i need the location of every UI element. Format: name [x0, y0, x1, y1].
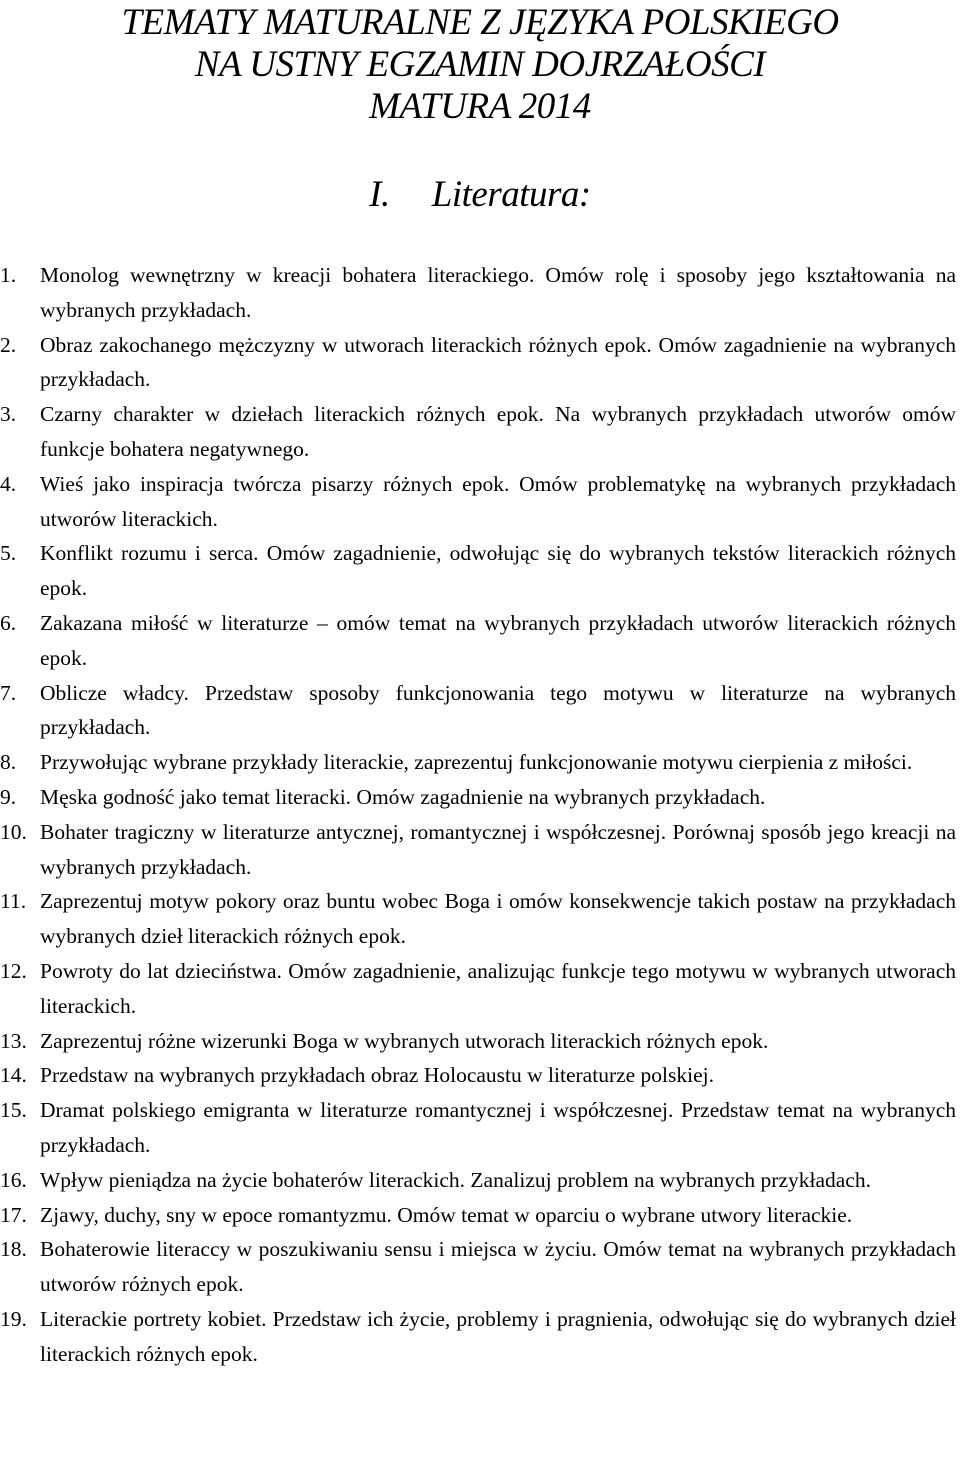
title-line: MATURA 2014 — [369, 86, 591, 127]
document-title — [0, 0, 960, 128]
topic-number: 12. — [0, 958, 27, 983]
topic-number: 18. — [0, 1237, 27, 1262]
topic-item — [0, 815, 960, 885]
topic-item — [0, 536, 960, 606]
topic-item — [0, 467, 960, 537]
topic-text: Czarny charakter w dziełach literackich różnych epok. Na wybranych przykładach utworów omów funkcje bohatera negatywnego. — [40, 402, 956, 461]
topic-number: 13. — [0, 1028, 27, 1053]
topic-item — [0, 676, 960, 746]
topic-item — [0, 884, 960, 954]
topic-item — [0, 954, 960, 1024]
topic-text: Monolog wewnętrzny w kreacji bohatera literackiego. Omów rolę i sposoby jego kształtowania na wybranych przykładach. — [40, 263, 956, 322]
topic-text: Dramat polskiego emigranta w literaturze romantycznej i współczesnej. Przedstaw temat na wybranych przykładach. — [40, 1098, 956, 1157]
topic-text: Zaprezentuj różne wizerunki Boga w wybranych utworach literackich różnych epok. — [40, 1028, 769, 1053]
topic-text: Zakazana miłość w literaturze – omów temat na wybranych przykładach utworów literackich różnych epok. — [40, 610, 956, 670]
topic-number: 4. — [0, 471, 17, 496]
topic-number: 8. — [0, 750, 17, 775]
topic-number: 9. — [0, 784, 17, 809]
topic-item — [0, 1058, 960, 1093]
topic-item — [0, 606, 960, 676]
topic-item — [0, 258, 960, 328]
topic-number: 16. — [0, 1167, 27, 1192]
topic-item — [0, 1302, 960, 1372]
topic-number: 11. — [0, 889, 27, 914]
topic-list — [0, 258, 960, 1372]
topic-number: 5. — [0, 541, 17, 566]
topic-item — [0, 397, 960, 467]
topic-number: 2. — [0, 332, 17, 357]
topic-item — [0, 1163, 960, 1198]
topic-text: Literackie portrety kobiet. Przedstaw ich życie, problemy i pragnienia, odwołując się do wybranych dzieł literackich różnych epok. — [40, 1306, 956, 1366]
topic-text: Powroty do lat dzieciństwa. Omów zagadnienie, analizując funkcje tego motywu w wybranych utworach literackich. — [40, 958, 956, 1018]
topic-item — [0, 1093, 960, 1163]
topic-text: Zaprezentuj motyw pokory oraz buntu wobec Boga i omów konsekwencje takich postaw na przykładach wybranych dzieł literackich różnych epok. — [40, 889, 956, 949]
section-title: Literatura: — [431, 174, 591, 215]
section-heading — [0, 174, 960, 216]
topic-text: Wieś jako inspiracja twórcza pisarzy różnych epok. Omów problematykę na wybranych przykładach utworów literackich. — [40, 471, 956, 531]
topic-number: 6. — [0, 610, 17, 635]
section-number: I. — [369, 174, 390, 215]
topic-item — [0, 328, 960, 398]
topic-number: 1. — [0, 263, 17, 287]
topic-number: 17. — [0, 1202, 27, 1227]
topic-number: 19. — [0, 1306, 27, 1331]
title-line: TEMATY MATURALNE Z JĘZYKA POLSKIEGO — [121, 2, 839, 43]
topic-text: Przedstaw na wybranych przykładach obraz Holocaustu w literaturze polskiej. — [40, 1063, 715, 1088]
topic-text: Oblicze władcy. Przedstaw sposoby funkcjonowania tego motywu w literaturze na wybranych przykładach. — [40, 680, 956, 740]
topic-text: Zjawy, duchy, sny w epoce romantyzmu. Omów temat w oparciu o wybrane utwory literackie. — [40, 1202, 853, 1227]
topic-number: 15. — [0, 1098, 27, 1123]
topic-text: Wpływ pieniądza na życie bohaterów literackich. Zanalizuj problem na wybranych przykładach. — [40, 1167, 871, 1192]
topic-text: Obraz zakochanego mężczyzny w utworach literackich różnych epok. Omów zagadnienie na wybranych przykładach. — [40, 332, 956, 392]
topic-item — [0, 1198, 960, 1233]
topic-text: Bohater tragiczny w literaturze antycznej, romantycznej i współczesnej. Porównaj sposób jego kreacji na wybranych przykładach. — [40, 819, 956, 879]
topic-item — [0, 745, 960, 780]
topic-number: 10. — [0, 819, 27, 844]
topic-text: Bohaterowie literaccy w poszukiwaniu sensu i miejsca w życiu. Omów temat na wybranych przykładach utworów różnych epok. — [40, 1237, 956, 1297]
topic-item — [0, 1232, 960, 1302]
topic-item — [0, 780, 960, 815]
title-line: NA USTNY EGZAMIN DOJRZAŁOŚCI — [194, 44, 766, 85]
topic-text: Męska godność jako temat literacki. Omów zagadnienie na wybranych przykładach. — [40, 784, 766, 809]
topic-text: Konflikt rozumu i serca. Omów zagadnienie, odwołując się do wybranych tekstów literackich różnych epok. — [40, 541, 956, 601]
topic-number: 14. — [0, 1063, 27, 1088]
topic-number: 3. — [0, 402, 17, 427]
topic-item — [0, 1024, 960, 1059]
topic-number: 7. — [0, 680, 17, 705]
topic-text: Przywołując wybrane przykłady literackie, zaprezentuj funkcjonowanie motywu cierpienia z miłości. — [40, 750, 913, 775]
